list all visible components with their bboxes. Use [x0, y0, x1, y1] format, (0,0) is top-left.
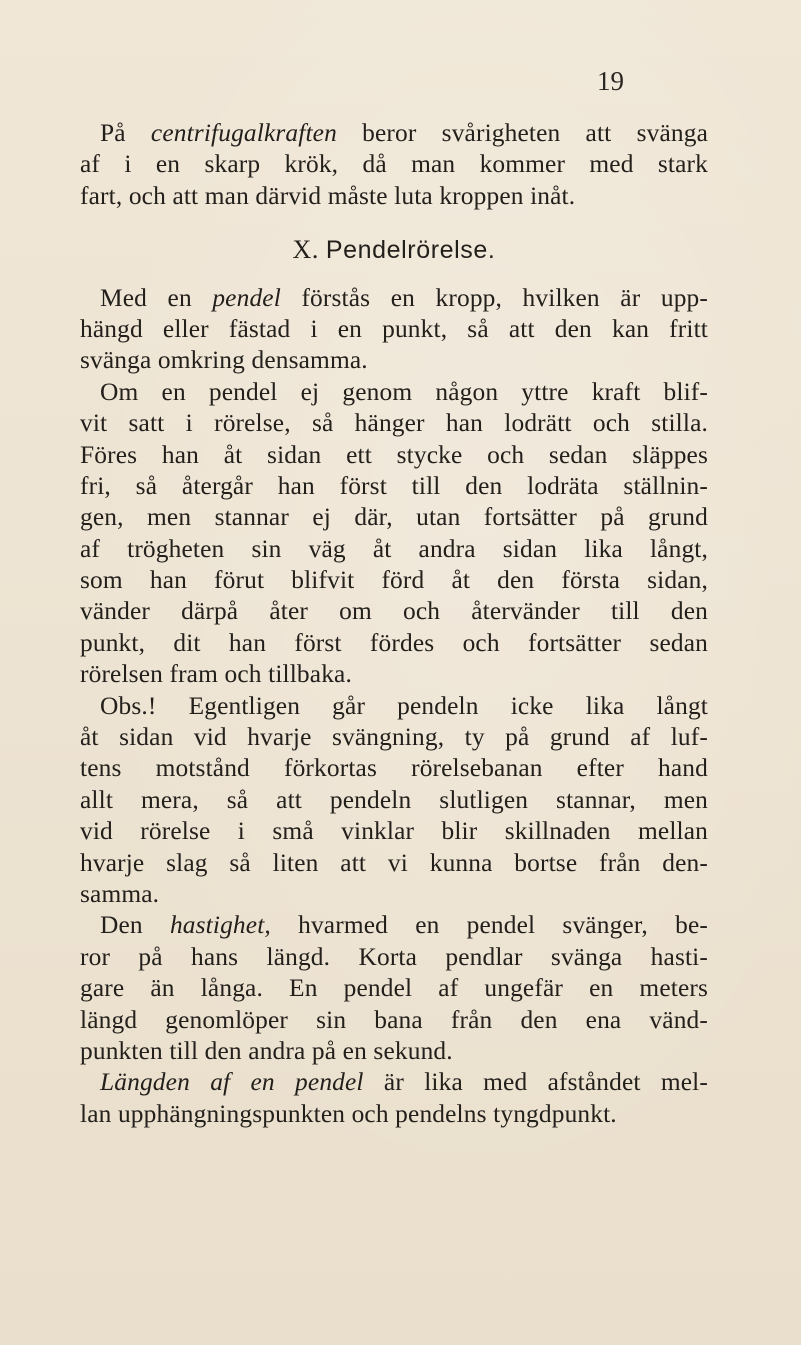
text-line: svänga omkring densamma.: [80, 346, 368, 375]
text-line: tens motstånd förkortas rörelsebanan efter hand: [80, 754, 708, 783]
text-line: rörelsen fram och tillbaka.: [80, 660, 352, 689]
body-text: [80, 118, 708, 1130]
text-line: fri, så återgår han först till den lodräta ställnin-: [80, 471, 708, 500]
paragraph-pendulum-definition: [80, 283, 708, 377]
text-line: gare än långa. En pendel af ungefär en meters: [80, 974, 708, 1003]
emphasis-term: hastighet,: [169, 911, 271, 940]
section-title: Pendelrörelse.: [325, 236, 496, 265]
paragraph-centrifugal: [80, 118, 708, 212]
emphasis-term: centrifugalkraften: [150, 119, 337, 147]
paragraph-observation: [80, 691, 708, 911]
emphasis-term: Längden af en pendel: [100, 1068, 364, 1097]
text-line: ror på hans längd. Korta pendlar svänga hasti-: [80, 942, 708, 971]
text-line: af trögheten sin väg åt andra sidan lika långt,: [80, 534, 708, 563]
text-line: lan upphängningspunkten och pendelns tyngdpunkt.: [80, 1099, 617, 1128]
page-number: 19: [597, 66, 624, 96]
text-line: punkten till den andra på en sekund.: [80, 1036, 453, 1065]
section-heading: [80, 234, 708, 265]
text-line: vid rörelse i små vinklar blir skillnaden mellan: [80, 817, 708, 846]
paragraph-length: [80, 1067, 708, 1130]
text-line: fart, och att man därvid måste luta kroppen inåt.: [80, 181, 576, 210]
text-line: samma.: [80, 879, 160, 908]
text-line: Obs.! Egentligen går pendeln icke lika långt: [100, 691, 708, 720]
text-line: Om en pendel ej genom någon yttre kraft blif-: [100, 377, 708, 406]
text-line: På centrifugalkraften beror svårigheten att svänga: [100, 119, 708, 147]
text-line: längd genomlöper sin bana från den ena vänd-: [80, 1005, 708, 1034]
text-line: Den hastighet, hvarmed en pendel svänger, be-: [100, 911, 708, 940]
paragraph-speed: [80, 910, 708, 1067]
paragraph-pendulum-motion: [80, 377, 708, 691]
text-line: punkt, dit han först fördes och fortsätter sedan: [80, 628, 708, 657]
text-line: allt mera, så att pendeln slutligen stannar, men: [80, 785, 708, 814]
text-line: hängd eller fästad i en punkt, så att den kan fritt: [80, 314, 708, 343]
text-line: vit satt i rörelse, så hänger han lodrätt och stilla.: [80, 409, 708, 438]
text-line: som han förut blifvit förd åt den första sidan,: [80, 566, 708, 595]
text-line: Med en pendel förstås en kropp, hvilken är upp-: [100, 283, 708, 312]
text-line: Längden af en pendel är lika med afståndet mel-: [100, 1068, 708, 1097]
text-line: åt sidan vid hvarje svängning, ty på grund af luf-: [80, 723, 708, 752]
text-line: af i en skarp krök, då man kommer med stark: [80, 150, 708, 179]
text-line: hvarje slag så liten att vi kunna bortse från den-: [80, 848, 708, 877]
section-numeral: X.: [292, 235, 319, 265]
emphasis-term: pendel: [212, 283, 281, 312]
text-line: gen, men stannar ej där, utan fortsätter på grund: [80, 503, 708, 532]
text-line: vänder därpå åter om och återvänder till den: [80, 597, 708, 626]
text-line: Föres han åt sidan ett stycke och sedan släppes: [80, 440, 708, 469]
